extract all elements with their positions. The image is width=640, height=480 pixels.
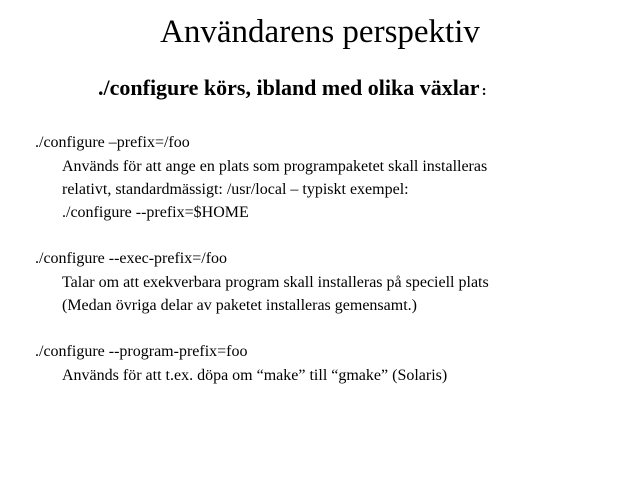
slide-title: Användarens perspektiv (160, 14, 480, 50)
description-line: ./configure --prefix=$HOME (62, 204, 249, 221)
option-description (35, 271, 625, 317)
option-command: ./configure --exec-prefix=/foo (35, 250, 228, 267)
option-command: ./configure –prefix=/foo (35, 134, 190, 151)
subtitle-text: ./configure körs, ibland med olika växlar (98, 75, 480, 100)
slide-subtitle (98, 73, 487, 106)
option-prefix (35, 131, 625, 224)
description-line: Används för att ange en plats som programpaketet skall installeras (62, 158, 488, 175)
options-list (35, 131, 625, 387)
description-line: Används för att t.ex. döpa om “make” till “gmake” (Solaris) (62, 367, 448, 384)
option-description (35, 364, 625, 387)
description-line: (Medan övriga delar av paketet installeras gemensamt.) (62, 297, 417, 314)
subtitle-colon: : (481, 83, 487, 99)
option-description (35, 155, 625, 224)
description-line: Talar om att exekverbara program skall installeras på speciell plats (62, 274, 489, 291)
option-program-prefix (35, 340, 625, 387)
option-command: ./configure --program-prefix=foo (35, 343, 248, 360)
description-line: relativt, standardmässigt: /usr/local – typiskt exempel: (62, 181, 409, 198)
option-exec-prefix (35, 247, 625, 317)
